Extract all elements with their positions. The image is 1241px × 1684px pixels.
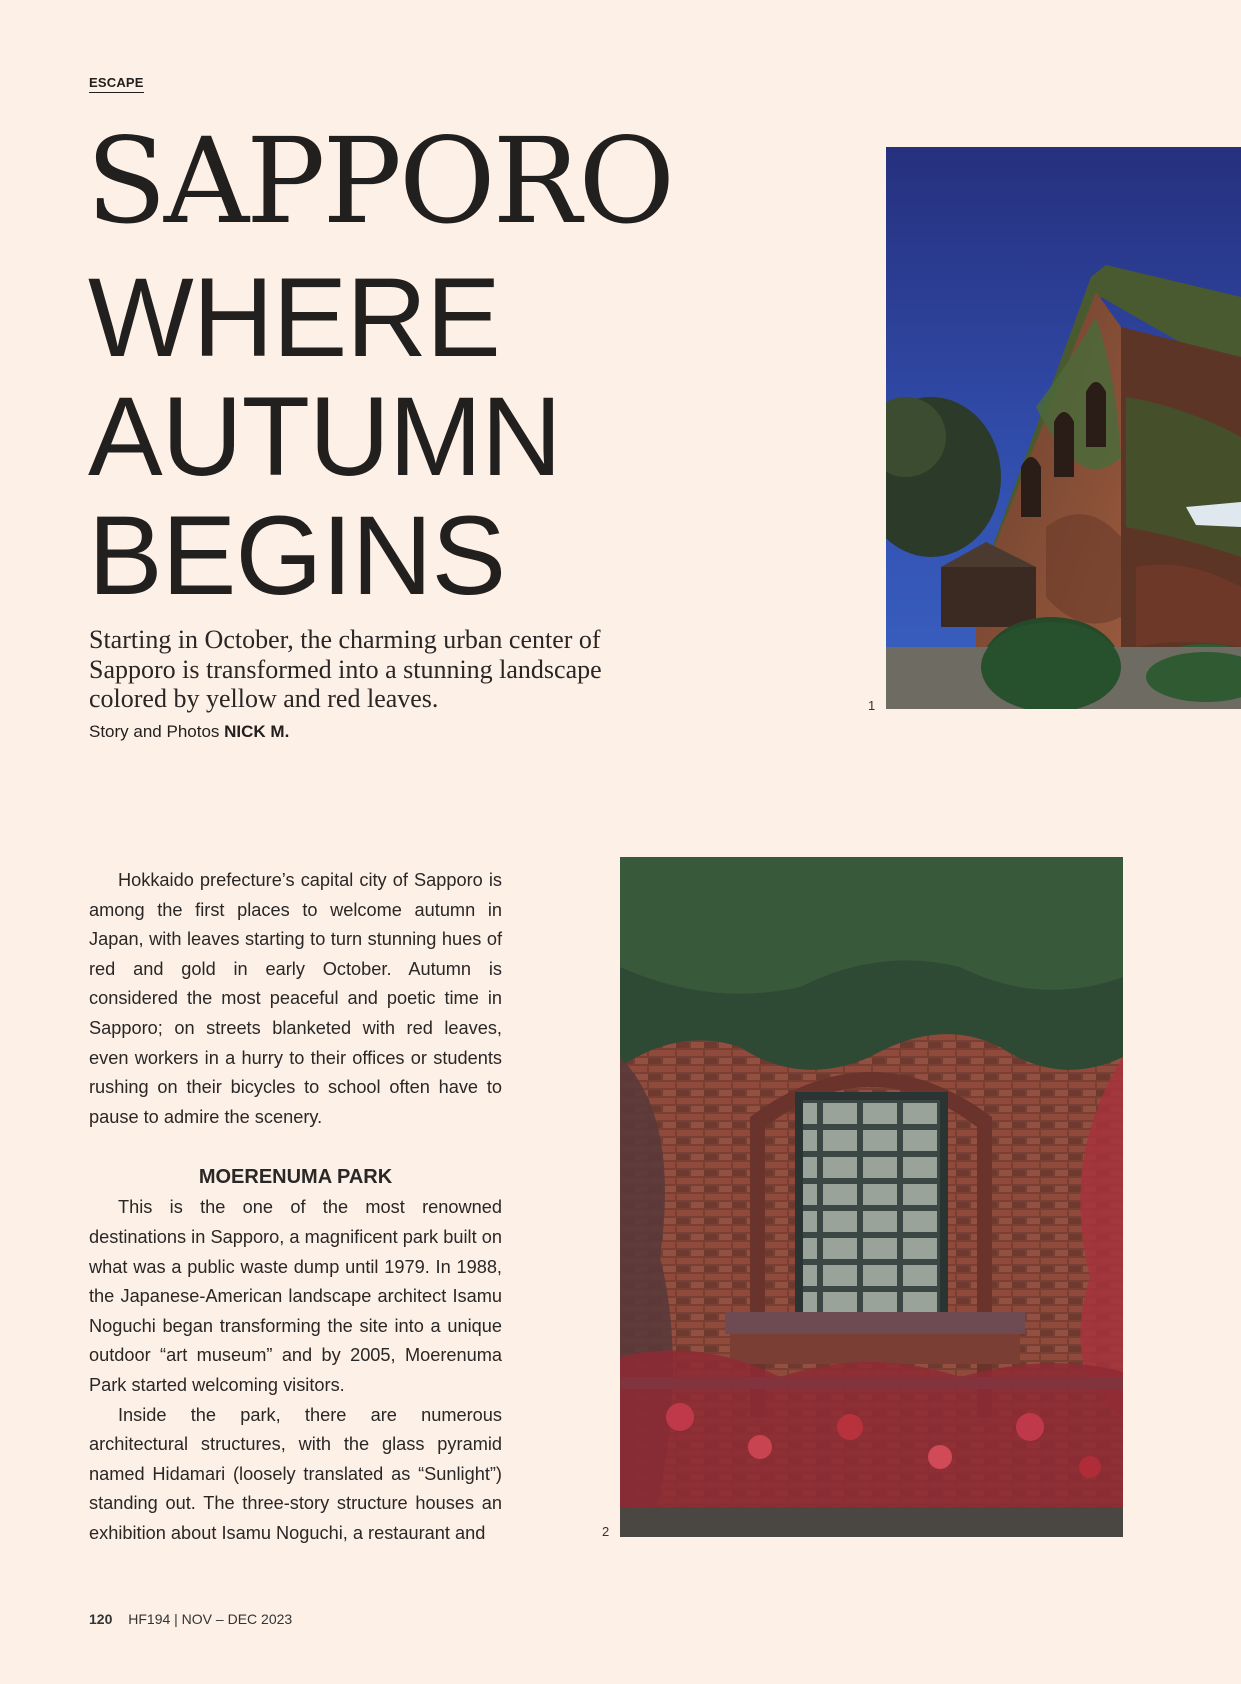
section-tag: ESCAPE	[89, 75, 144, 93]
photo-brick-building	[886, 147, 1241, 709]
dek: Starting in October, the charming urban center of Sapporo is transformed into a stunning landscape colored by yellow and red leaves.	[89, 625, 602, 713]
body-paragraph-1: This is the one of the most renowned destinations in Sapporo, a magnificent park built on what was a public waste dump until 1979. In 1988, the Japanese-American landscape architect Isamu Noguchi began transforming the site into a unique outdoor “art museum” and by 2005, Moerenuma Park started welcoming visitors.	[89, 1197, 502, 1395]
headline-line-2: AUTUMN	[88, 374, 562, 499]
issue-info: HF194 | NOV – DEC 2023	[128, 1611, 293, 1627]
title-sapporo: SAPPORO	[86, 112, 673, 250]
intro-paragraph: Hokkaido prefecture’s capital city of Sapporo is among the first places to welcome autumn in Japan, with leaves starting to turn stunning hues of red and gold in early October. Autumn is considered the most peaceful and poetic time in Sapporo; on streets blanketed with red leaves, even workers in a hurry to their offices or students rushing on their bicycles to school often have to pause to admire the scenery.	[89, 870, 502, 1127]
headline-line-3: BEGINS	[88, 493, 506, 618]
page-number: 120	[89, 1611, 113, 1627]
page-footer	[89, 1611, 292, 1627]
article-body	[89, 866, 502, 1548]
byline	[89, 722, 289, 742]
byline-prefix: Story and Photos	[89, 722, 220, 741]
body-paragraph-2: Inside the park, there are numerous architectural structures, with the glass pyramid named Hidamari (loosely translated as “Sunlight”) standing out. The three-story structure houses an exhibition about Isamu Noguchi, a restaurant and	[89, 1404, 502, 1543]
headline-line-1: WHERE	[88, 255, 500, 380]
byline-author: NICK M.	[224, 722, 290, 741]
subhead-moerenuma-park: MOERENUMA PARK	[198, 1166, 393, 1189]
photo-2-number: 2	[602, 1524, 610, 1539]
photo-ivy-window-art	[620, 857, 1123, 1537]
photo-ivy-window	[620, 857, 1123, 1537]
headline	[88, 255, 562, 618]
photo-brick-building-art	[886, 147, 1241, 709]
photo-1-number: 1	[868, 698, 876, 713]
